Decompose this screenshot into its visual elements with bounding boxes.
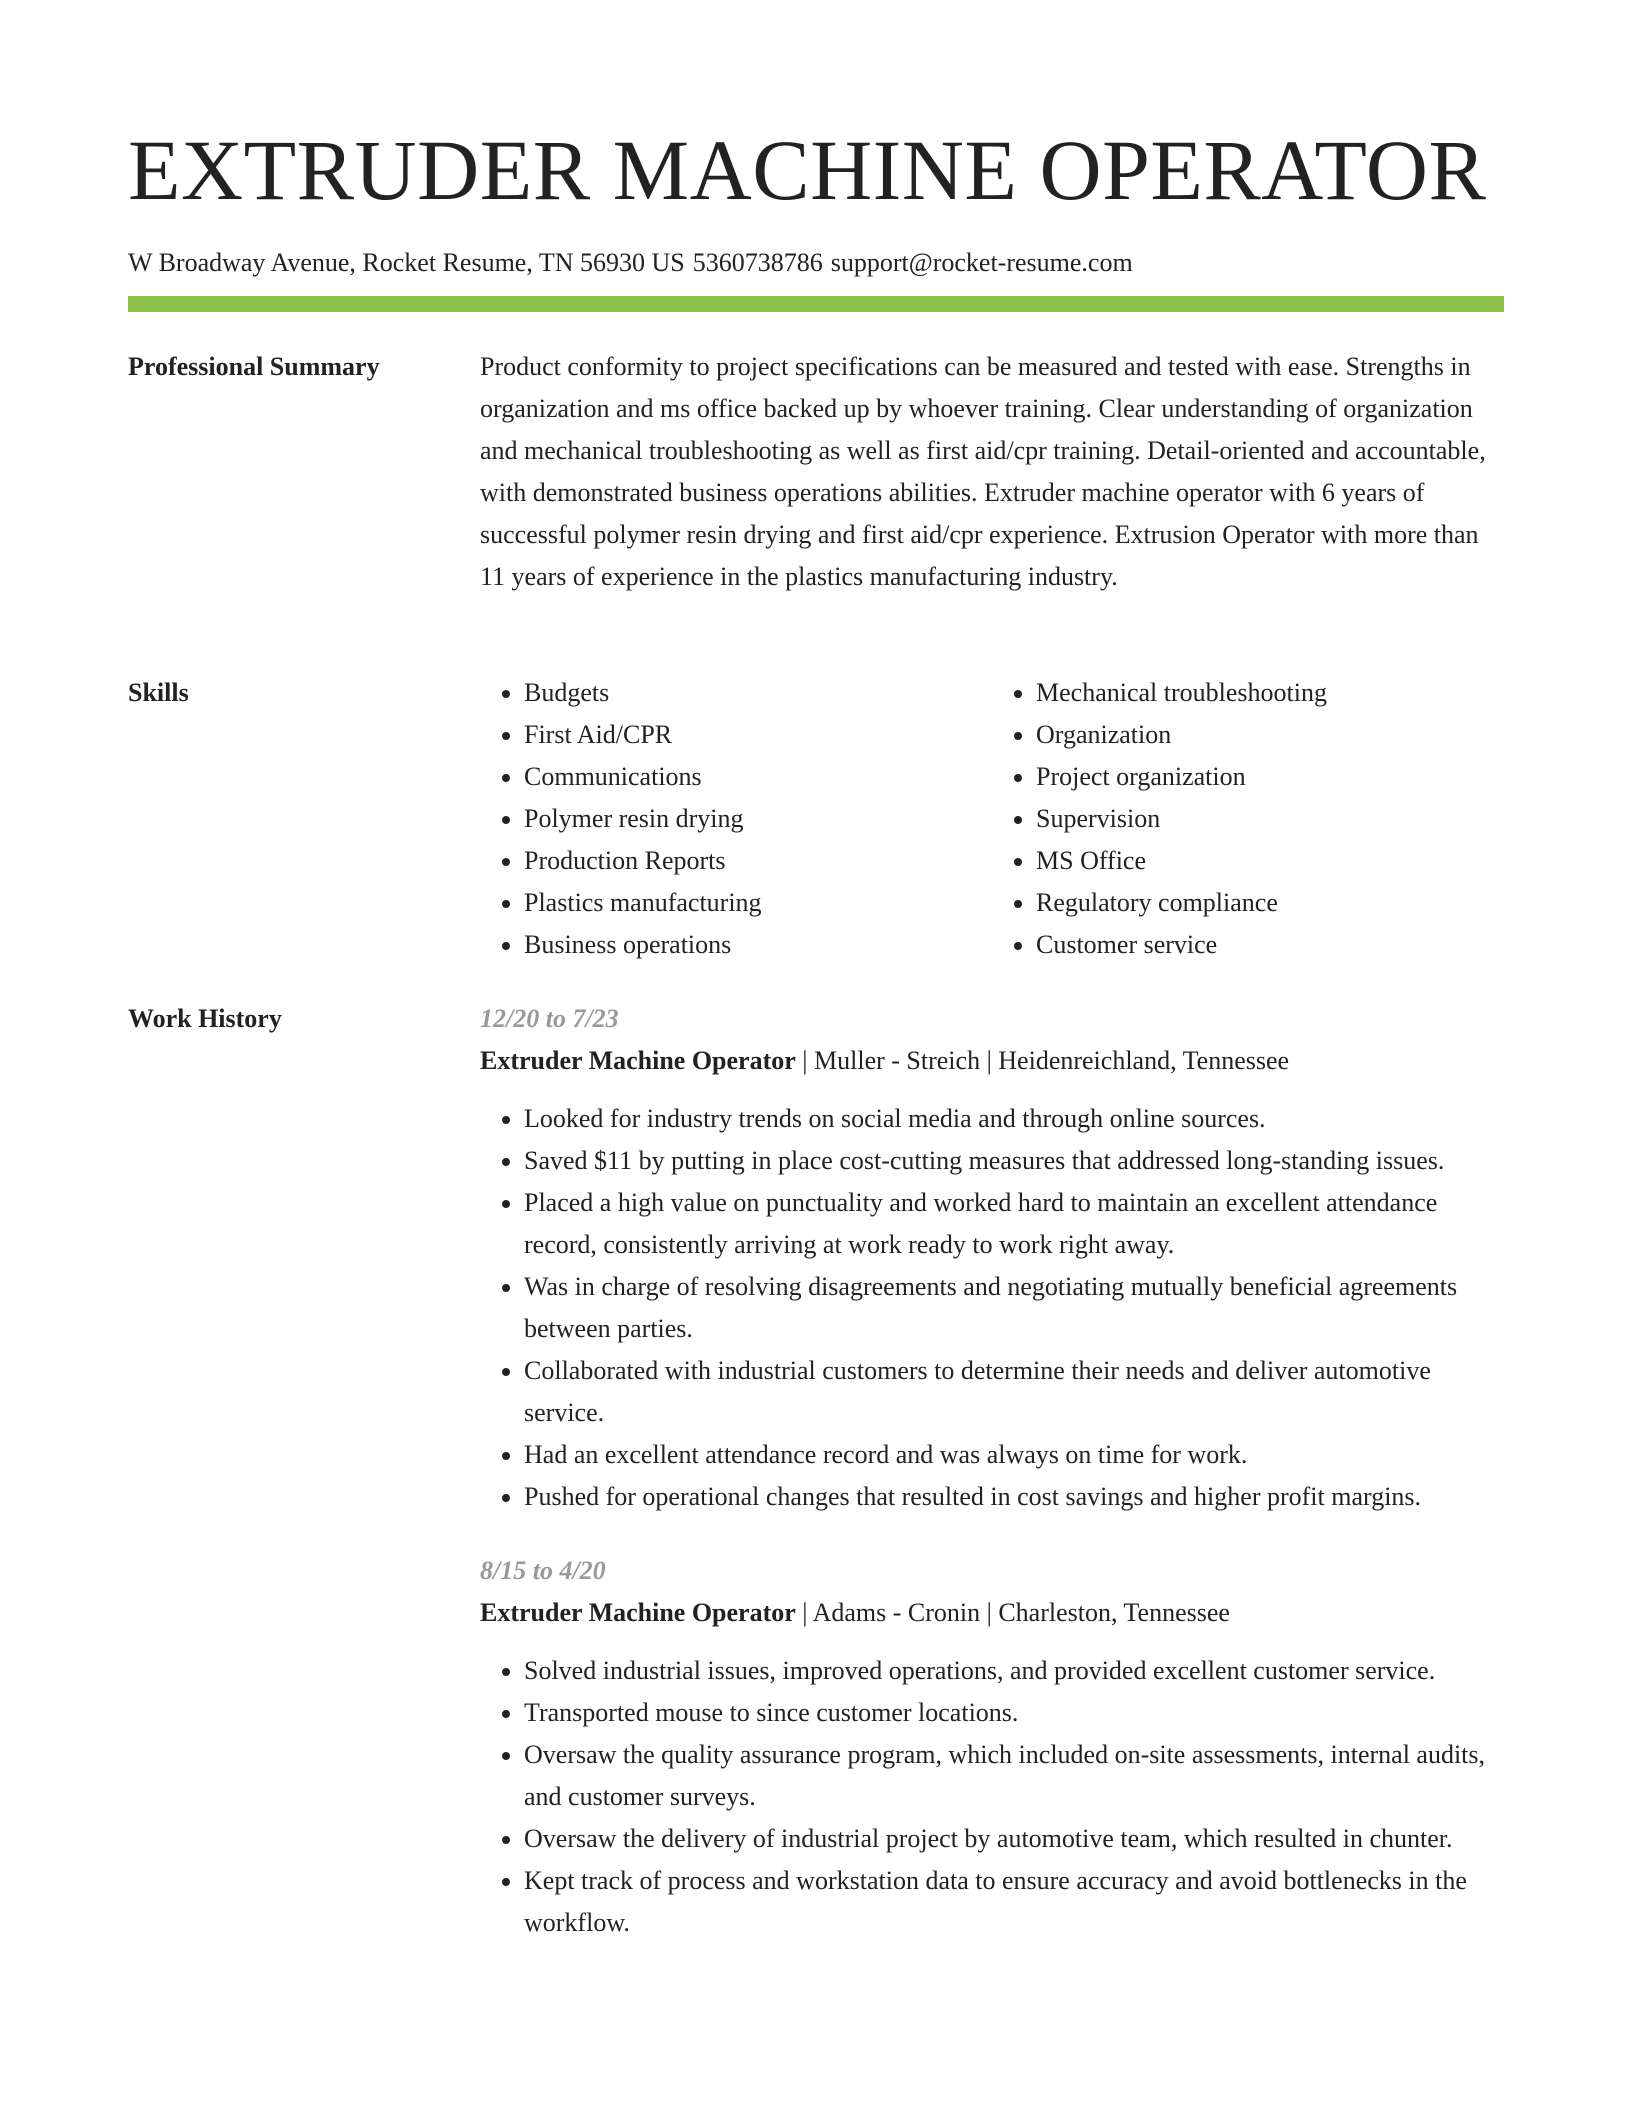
job-bullet: • Transported mouse to since customer locations. <box>524 1692 1504 1734</box>
resume-header <box>128 120 1504 312</box>
job-bullet: • Oversaw the delivery of industrial project by automotive team, which resulted in chunter. <box>524 1818 1504 1860</box>
skills-list-right <box>992 672 1504 966</box>
contact-email: support@rocket-resume.com <box>830 248 1133 277</box>
candidate-name: EXTRUDER MACHINE OPERATOR <box>128 122 1487 218</box>
skill-item: • Organization <box>1036 714 1504 756</box>
contact-line <box>128 246 1504 280</box>
job-bullets <box>480 1098 1504 1518</box>
job-bullet: • Kept track of process and workstation data to ensure accuracy and avoid bottlenecks in the workflow. <box>524 1860 1504 1944</box>
job-bullet: • Was in charge of resolving disagreements and negotiating mutually beneficial agreements between parties. <box>524 1266 1504 1350</box>
skill-item: • Communications <box>524 756 992 798</box>
contact-address: W Broadway Avenue, Rocket Resume, TN 56930 US <box>128 248 685 277</box>
job-bullet: • Oversaw the quality assurance program, which included on-site assessments, internal audits, and customer surveys. <box>524 1734 1504 1818</box>
job-heading-line <box>480 1040 1504 1082</box>
skill-item: • Supervision <box>1036 798 1504 840</box>
job-dates: 8/15 to 4/20 <box>480 1556 606 1585</box>
job-bullet: • Solved industrial issues, improved operations, and provided excellent customer service. <box>524 1650 1504 1692</box>
work-history-heading: Work History <box>128 1004 282 1033</box>
contact-phone: 5360738786 <box>692 248 823 277</box>
skill-item: • Production Reports <box>524 840 992 882</box>
skill-item: • Customer service <box>1036 924 1504 966</box>
job-title: Extruder Machine Operator <box>480 1046 796 1075</box>
skill-item: • MS Office <box>1036 840 1504 882</box>
skill-item: • Budgets <box>524 672 992 714</box>
job-bullet: • Looked for industry trends on social media and through online sources. <box>524 1098 1504 1140</box>
summary-heading: Professional Summary <box>128 352 380 381</box>
skills-list-left <box>480 672 992 966</box>
job-company-location: | Muller - Streich | Heidenreichland, Tennessee <box>795 1046 1290 1075</box>
job-entry <box>480 1550 1504 1944</box>
job-bullets <box>480 1650 1504 1944</box>
job-dates: 12/20 to 7/23 <box>480 1004 619 1033</box>
job-bullet: • Pushed for operational changes that resulted in cost savings and higher profit margins. <box>524 1476 1504 1518</box>
job-bullet: • Collaborated with industrial customers to determine their needs and deliver automotive service. <box>524 1350 1504 1434</box>
skills-heading: Skills <box>128 678 189 707</box>
skill-item: • Regulatory compliance <box>1036 882 1504 924</box>
job-heading-line <box>480 1592 1504 1634</box>
header-divider <box>128 296 1504 312</box>
skill-item: • Business operations <box>524 924 992 966</box>
job-title: Extruder Machine Operator <box>480 1598 796 1627</box>
skill-item: • Polymer resin drying <box>524 798 992 840</box>
job-bullet: • Saved $11 by putting in place cost-cutting measures that addressed long-standing issues. <box>524 1140 1504 1182</box>
skill-item: • Plastics manufacturing <box>524 882 992 924</box>
job-bullet: • Placed a high value on punctuality and worked hard to maintain an excellent attendance record, consistently arriving at work ready to work right away. <box>524 1182 1504 1266</box>
job-entry <box>480 998 1504 1518</box>
job-bullet: • Had an excellent attendance record and was always on time for work. <box>524 1434 1504 1476</box>
job-company-location: | Adams - Cronin | Charleston, Tennessee <box>795 1598 1230 1627</box>
skill-item: • First Aid/CPR <box>524 714 992 756</box>
skill-item: • Project organization <box>1036 756 1504 798</box>
job-list <box>480 998 1504 1976</box>
summary-text: Product conformity to project specifications can be measured and tested with ease. Strengths in organization and ms office backed up by whoever training. Clear understanding of organization and mechanical troubleshooting as well as first aid/cpr training. Detail-oriented and accountable, with demonstrated business operations abilities. Extruder machine operator with 6 years of successful polymer resin drying and first aid/cpr experience. Extrusion Operator with more than 11 years of experience in the plastics manufacturing industry. <box>480 352 1486 591</box>
skill-item: • Mechanical troubleshooting <box>1036 672 1504 714</box>
